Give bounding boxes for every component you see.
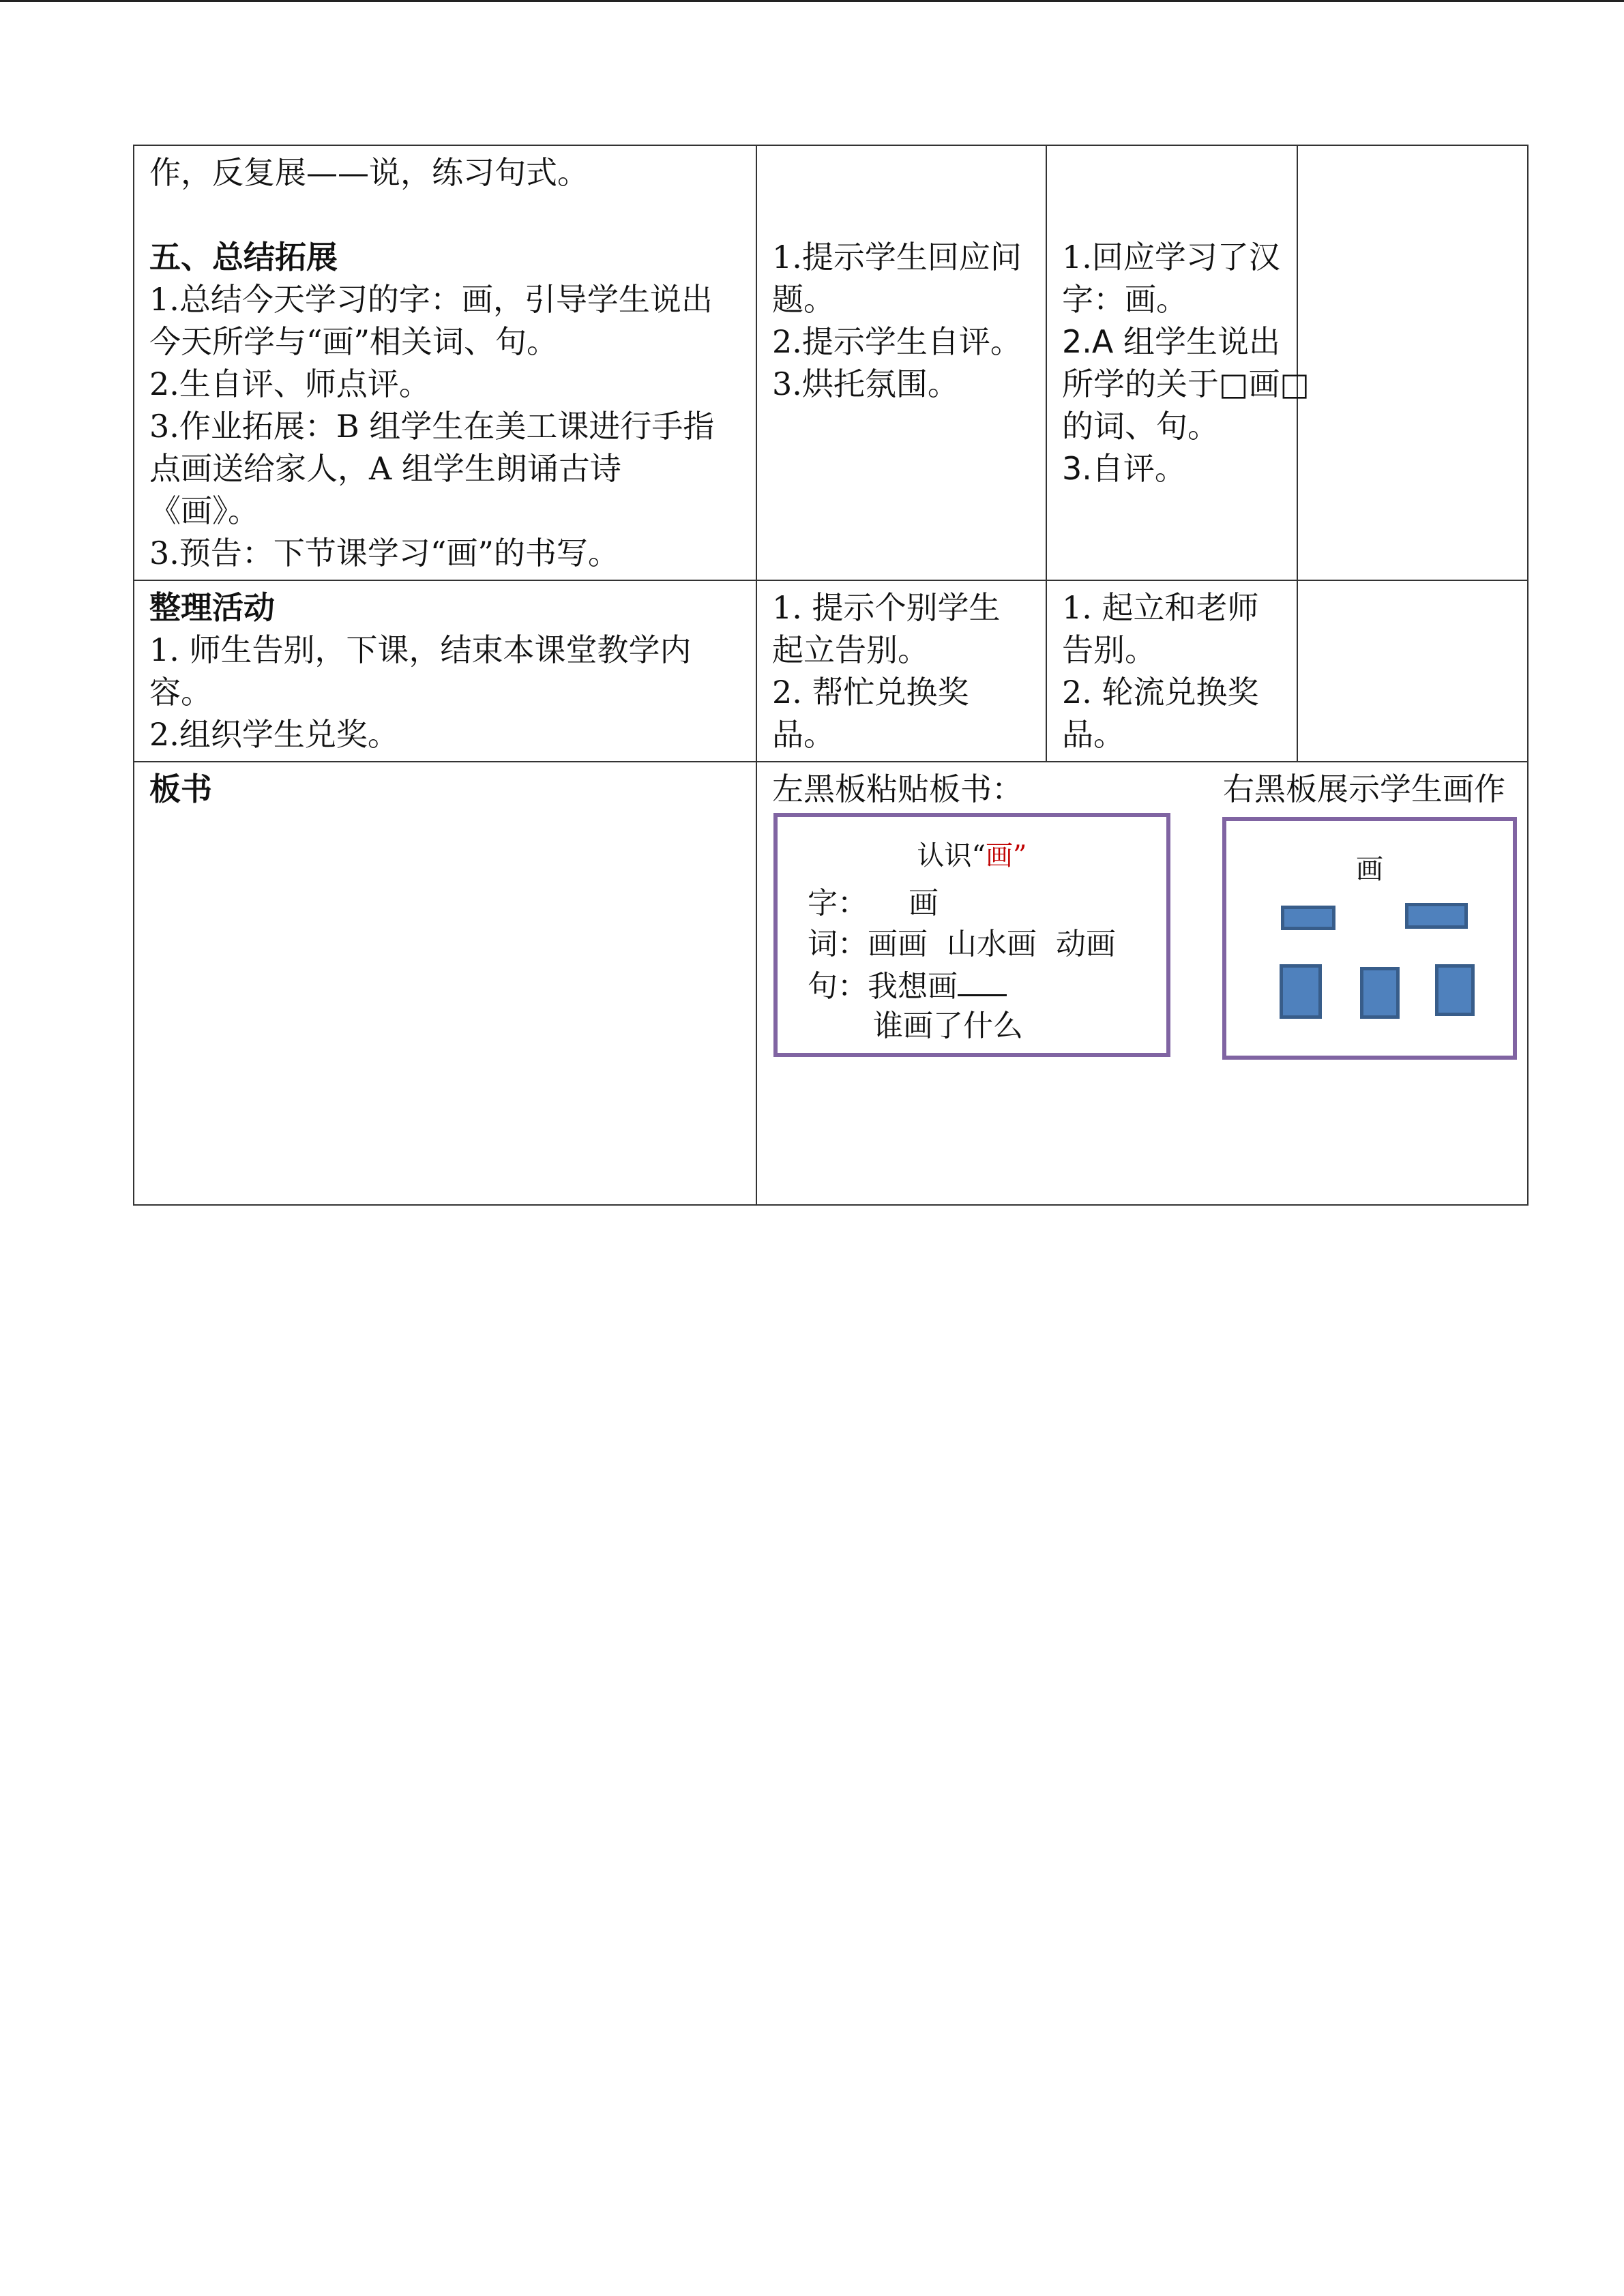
student-line: 所学的关于□画□ <box>1062 366 1310 402</box>
summary-line: 今天所学与“画”相关词、句。 <box>149 323 559 360</box>
wrapup-teacher-cell <box>756 580 1046 762</box>
summary-line: 2.生自评、师点评。 <box>149 366 430 402</box>
summary-notes-cell <box>1297 145 1528 580</box>
student-drawing-rect <box>1281 906 1335 930</box>
student-line: 1.回应学习了汉 <box>1062 239 1280 275</box>
summary-process-cell <box>134 145 756 580</box>
student-line: 字：画。 <box>1062 281 1187 318</box>
board-words-row: 词：画画 山水画 动画 <box>808 927 1116 961</box>
summary-line: 3.作业拓展：B 组学生在美工课进行手指 <box>149 408 715 445</box>
left-board-title: 认识“画” <box>917 840 1027 871</box>
teacher-line: 3.烘托氛围。 <box>772 366 959 402</box>
teacher-line: 1.提示学生回应问 <box>772 239 1022 275</box>
student-drawing-rect <box>1280 964 1322 1019</box>
student-line: 告别。 <box>1062 631 1156 668</box>
table-row-blackboard <box>134 762 1528 1205</box>
right-blackboard <box>1222 817 1517 1060</box>
summary-line: 点画送给家人，A 组学生朗诵古诗 <box>149 450 621 487</box>
student-line: 品。 <box>1062 716 1125 753</box>
student-drawing-rect <box>1360 967 1400 1019</box>
summary-teacher-cell <box>756 145 1046 580</box>
right-board-caption: 右黑板展示学生画作 <box>1223 771 1505 807</box>
lesson-plan-table <box>133 145 1529 1206</box>
fill-blank <box>958 964 1007 996</box>
teacher-line: 2. 帮忙兑换奖 <box>772 674 969 711</box>
teacher-line: 题。 <box>772 281 835 318</box>
board-sentence-row-2: 谁画了什么 <box>873 1009 1023 1043</box>
wrapup-student-cell <box>1046 580 1297 762</box>
teacher-line: 2.提示学生自评。 <box>772 323 1022 360</box>
summary-line: 《画》。 <box>149 492 259 529</box>
student-drawing-rect <box>1405 903 1468 929</box>
table-row-wrapup <box>134 580 1528 762</box>
summary-student-cell <box>1046 145 1310 580</box>
page-top-border <box>0 0 1624 2</box>
wrapup-notes-cell <box>1297 580 1528 762</box>
left-board-caption: 左黑板粘贴板书： <box>772 771 1023 807</box>
board-char-row: 字： 画 <box>808 886 939 921</box>
summary-line: 3.预告：下节课学习“画”的书写。 <box>149 535 619 571</box>
wrapup-line: 2.组织学生兑奖。 <box>149 716 399 753</box>
carry-over-line: 作，反复展——说，练习句式。 <box>149 154 589 191</box>
highlight-char: 画 <box>986 840 1013 871</box>
right-board-title: 画 <box>1356 854 1383 885</box>
student-line: 3.自评。 <box>1062 450 1186 487</box>
student-drawing-rect <box>1435 964 1475 1016</box>
teacher-line: 1. 提示个别学生 <box>772 589 1001 626</box>
student-line: 1. 起立和老师 <box>1062 589 1259 626</box>
student-line: 2. 轮流兑换奖 <box>1062 674 1259 711</box>
wrapup-process-cell <box>134 580 756 762</box>
wrapup-line: 容。 <box>149 674 212 711</box>
blackboard-content-cell <box>756 762 1528 1205</box>
section-heading-summary: 五、总结拓展 <box>149 239 338 275</box>
teacher-line: 起立告别。 <box>772 631 929 668</box>
summary-line: 1.总结今天学习的字：画，引导学生说出 <box>149 281 713 318</box>
board-sentence-row: 句：我想画 <box>808 964 1007 1008</box>
blackboard-label-cell <box>134 762 756 1205</box>
teacher-line: 品。 <box>772 716 835 753</box>
left-blackboard <box>773 813 1170 1057</box>
student-line: 2.A 组学生说出 <box>1062 323 1280 360</box>
wrapup-line: 1. 师生告别，下课，结束本课堂教学内 <box>149 631 692 668</box>
student-line: 的词、句。 <box>1062 408 1219 445</box>
section-heading-wrapup: 整理活动 <box>149 589 275 626</box>
table-row-summary <box>134 145 1528 580</box>
blackboard-label: 板书 <box>149 771 212 807</box>
